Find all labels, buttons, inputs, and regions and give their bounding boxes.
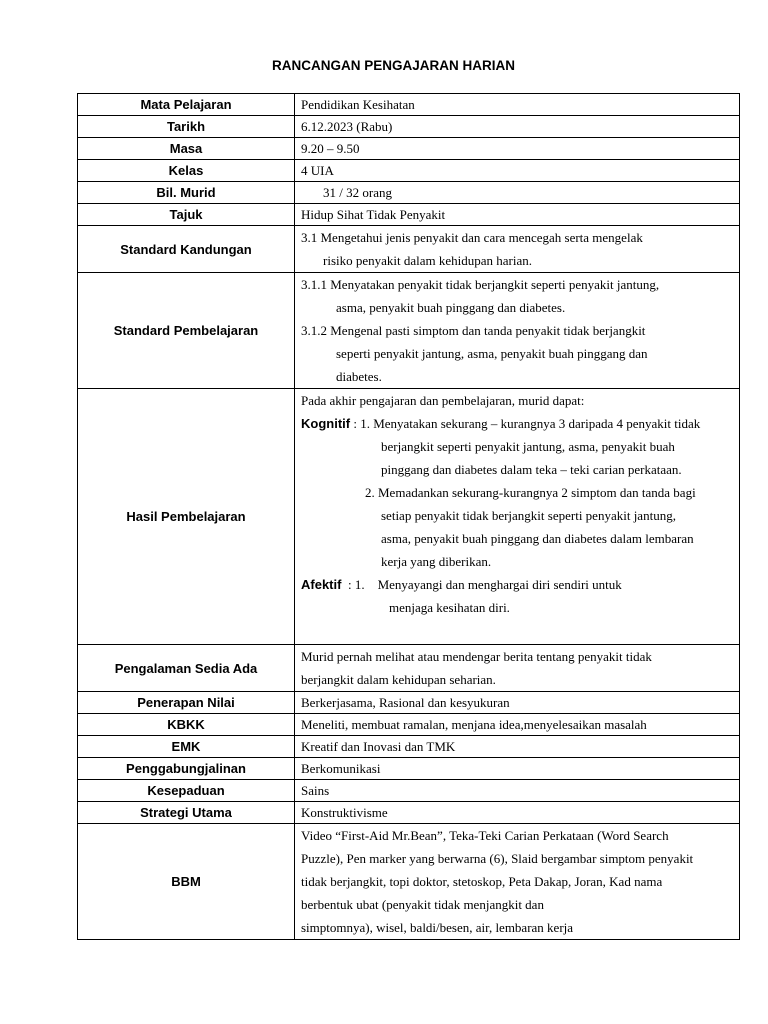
row-standard-kandungan xyxy=(78,226,740,273)
text-line: asma, penyakit buah pinggang dan diabetes. xyxy=(336,300,566,315)
value-pengalaman-sedia-ada xyxy=(295,645,740,692)
label-pengalaman-sedia-ada xyxy=(78,645,295,692)
value-text: 6.12.2023 (Rabu) xyxy=(301,119,393,134)
label-text: Penggabungjalinan xyxy=(126,761,246,776)
text-line: berjangkit seperti penyakit jantung, asma, penyakit buah xyxy=(381,439,675,454)
label-text: Masa xyxy=(169,141,203,156)
text-line: menjaga kesihatan diri. xyxy=(389,600,510,615)
row-pengalaman-sedia-ada xyxy=(78,645,740,692)
label-bil-murid xyxy=(78,182,295,204)
value-tarikh xyxy=(295,116,740,138)
label-text: Kelas xyxy=(168,163,204,178)
label-kelas xyxy=(78,160,295,182)
label-text: Bil. Murid xyxy=(156,185,216,200)
value-bbm xyxy=(295,824,740,940)
label-text: Strategi Utama xyxy=(140,805,232,820)
text-line: Video “First-Aid Mr.Bean”, Teka-Teki Carian Perkataan (Word Search xyxy=(301,828,669,843)
label-text: Hasil Pembelajaran xyxy=(126,509,246,524)
text-line: 3.1.2 Mengenal pasti simptom dan tanda penyakit tidak berjangkit xyxy=(301,323,646,338)
text-line: Murid pernah melihat atau mendengar berita tentang penyakit tidak xyxy=(301,649,652,664)
value-text: Kreatif dan Inovasi dan TMK xyxy=(301,739,456,754)
row-bbm xyxy=(78,824,740,940)
label-standard-pembelajaran xyxy=(78,273,295,389)
text-line: diabetes. xyxy=(336,369,382,384)
text-line: 3.1 Mengetahui jenis penyakit dan cara mencegah serta mengelak xyxy=(301,230,643,245)
row-mata-pelajaran xyxy=(78,94,740,116)
label-masa xyxy=(78,138,295,160)
label-text: Penerapan Nilai xyxy=(137,695,235,710)
value-hasil-pembelajaran xyxy=(295,389,740,645)
label-text: Tarikh xyxy=(166,119,206,134)
text-line: risiko penyakit dalam kehidupan harian. xyxy=(323,253,533,268)
text-line: pinggang dan diabetes dalam teka – teki carian perkataan. xyxy=(381,462,682,477)
row-masa xyxy=(78,138,740,160)
row-hasil-pembelajaran xyxy=(78,389,740,645)
label-emk xyxy=(78,736,295,758)
label-text: EMK xyxy=(171,739,201,754)
value-kesepaduan xyxy=(295,780,740,802)
value-text: 31 / 32 orang xyxy=(323,185,392,200)
value-text: 9.20 – 9.50 xyxy=(301,141,360,156)
value-standard-kandungan xyxy=(295,226,740,273)
value-kelas xyxy=(295,160,740,182)
value-mata-pelajaran xyxy=(295,94,740,116)
value-text: Hidup Sihat Tidak Penyakit xyxy=(301,207,446,222)
row-kbkk xyxy=(78,714,740,736)
label-bbm xyxy=(78,824,295,940)
row-tajuk xyxy=(78,204,740,226)
value-kbkk xyxy=(295,714,740,736)
label-hasil-pembelajaran xyxy=(78,389,295,645)
afektif-line xyxy=(301,573,733,596)
kognitif-label: Kognitif xyxy=(301,416,351,431)
label-kesepaduan xyxy=(78,780,295,802)
page-title: RANCANGAN PENGAJARAN HARIAN xyxy=(271,58,515,73)
value-emk xyxy=(295,736,740,758)
value-masa xyxy=(295,138,740,160)
value-text: 4 UIA xyxy=(301,163,334,178)
label-penerapan-nilai xyxy=(78,692,295,714)
value-text: Meneliti, membuat ramalan, menjana idea,menyelesaikan masalah xyxy=(301,717,647,732)
kognitif-line xyxy=(301,412,733,435)
text-line: : 1. Menyayangi dan menghargai diri sendiri untuk xyxy=(341,577,622,592)
text-line: tidak berjangkit, topi doktor, stetoskop, Peta Dakap, Joran, Kad nama xyxy=(301,874,663,889)
value-strategi-utama xyxy=(295,802,740,824)
label-mata-pelajaran xyxy=(78,94,295,116)
row-tarikh xyxy=(78,116,740,138)
label-text: Kesepaduan xyxy=(147,783,225,798)
value-standard-pembelajaran xyxy=(295,273,740,389)
row-penggabungjalinan xyxy=(78,758,740,780)
label-text: KBKK xyxy=(167,717,205,732)
value-text: Konstruktivisme xyxy=(301,805,388,820)
text-line: : 1. Menyatakan sekurang – kurangnya 3 daripada 4 penyakit tidak xyxy=(350,416,701,431)
text-line: 3.1.1 Menyatakan penyakit tidak berjangkit seperti penyakit jantung, xyxy=(301,277,660,292)
value-text: Pendidikan Kesihatan xyxy=(301,97,415,112)
value-text: Berkomunikasi xyxy=(301,761,381,776)
value-penggabungjalinan xyxy=(295,758,740,780)
label-strategi-utama xyxy=(78,802,295,824)
row-strategi-utama xyxy=(78,802,740,824)
text-line: 2. Memadankan sekurang-kurangnya 2 simptom dan tanda bagi xyxy=(365,485,696,500)
label-text: Pengalaman Sedia Ada xyxy=(114,660,258,676)
label-tarikh xyxy=(78,116,295,138)
row-kesepaduan xyxy=(78,780,740,802)
lesson-plan-table xyxy=(77,93,740,940)
row-bil-murid xyxy=(78,182,740,204)
text-line: Puzzle), Pen marker yang berwarna (6), Slaid bergambar simptom penyakit xyxy=(301,851,694,866)
label-standard-kandungan xyxy=(78,226,295,273)
text-line: asma, penyakit buah pinggang dan diabetes dalam lembaran xyxy=(381,531,694,546)
row-standard-pembelajaran xyxy=(78,273,740,389)
label-text: Standard Pembelajaran xyxy=(113,323,259,338)
row-kelas xyxy=(78,160,740,182)
text-line: kerja yang diberikan. xyxy=(381,554,492,569)
text-line: berbentuk ubat (penyakit tidak menjangkit dan xyxy=(301,897,544,912)
label-text: Standard Kandungan xyxy=(120,241,252,257)
label-kbkk xyxy=(78,714,295,736)
label-tajuk xyxy=(78,204,295,226)
text-line: Pada akhir pengajaran dan pembelajaran, murid dapat: xyxy=(301,393,585,408)
row-emk xyxy=(78,736,740,758)
text-line: simptomnya), wisel, baldi/besen, air, lembaran kerja xyxy=(301,920,574,935)
value-text: Sains xyxy=(301,783,330,798)
label-text: BBM xyxy=(171,874,201,889)
text-line: seperti penyakit jantung, asma, penyakit buah pinggang dan xyxy=(336,346,648,361)
text-line: setiap penyakit tidak berjangkit seperti penyakit jantung, xyxy=(381,508,676,523)
value-bil-murid xyxy=(295,182,740,204)
value-tajuk xyxy=(295,204,740,226)
value-penerapan-nilai xyxy=(295,692,740,714)
row-penerapan-nilai xyxy=(78,692,740,714)
label-text: Mata Pelajaran xyxy=(140,97,232,112)
label-penggabungjalinan xyxy=(78,758,295,780)
value-text: Berkerjasama, Rasional dan kesyukuran xyxy=(301,695,510,710)
label-text: Tajuk xyxy=(169,207,203,222)
afektif-label: Afektif xyxy=(301,577,342,592)
text-line: berjangkit dalam kehidupan seharian. xyxy=(301,672,496,687)
